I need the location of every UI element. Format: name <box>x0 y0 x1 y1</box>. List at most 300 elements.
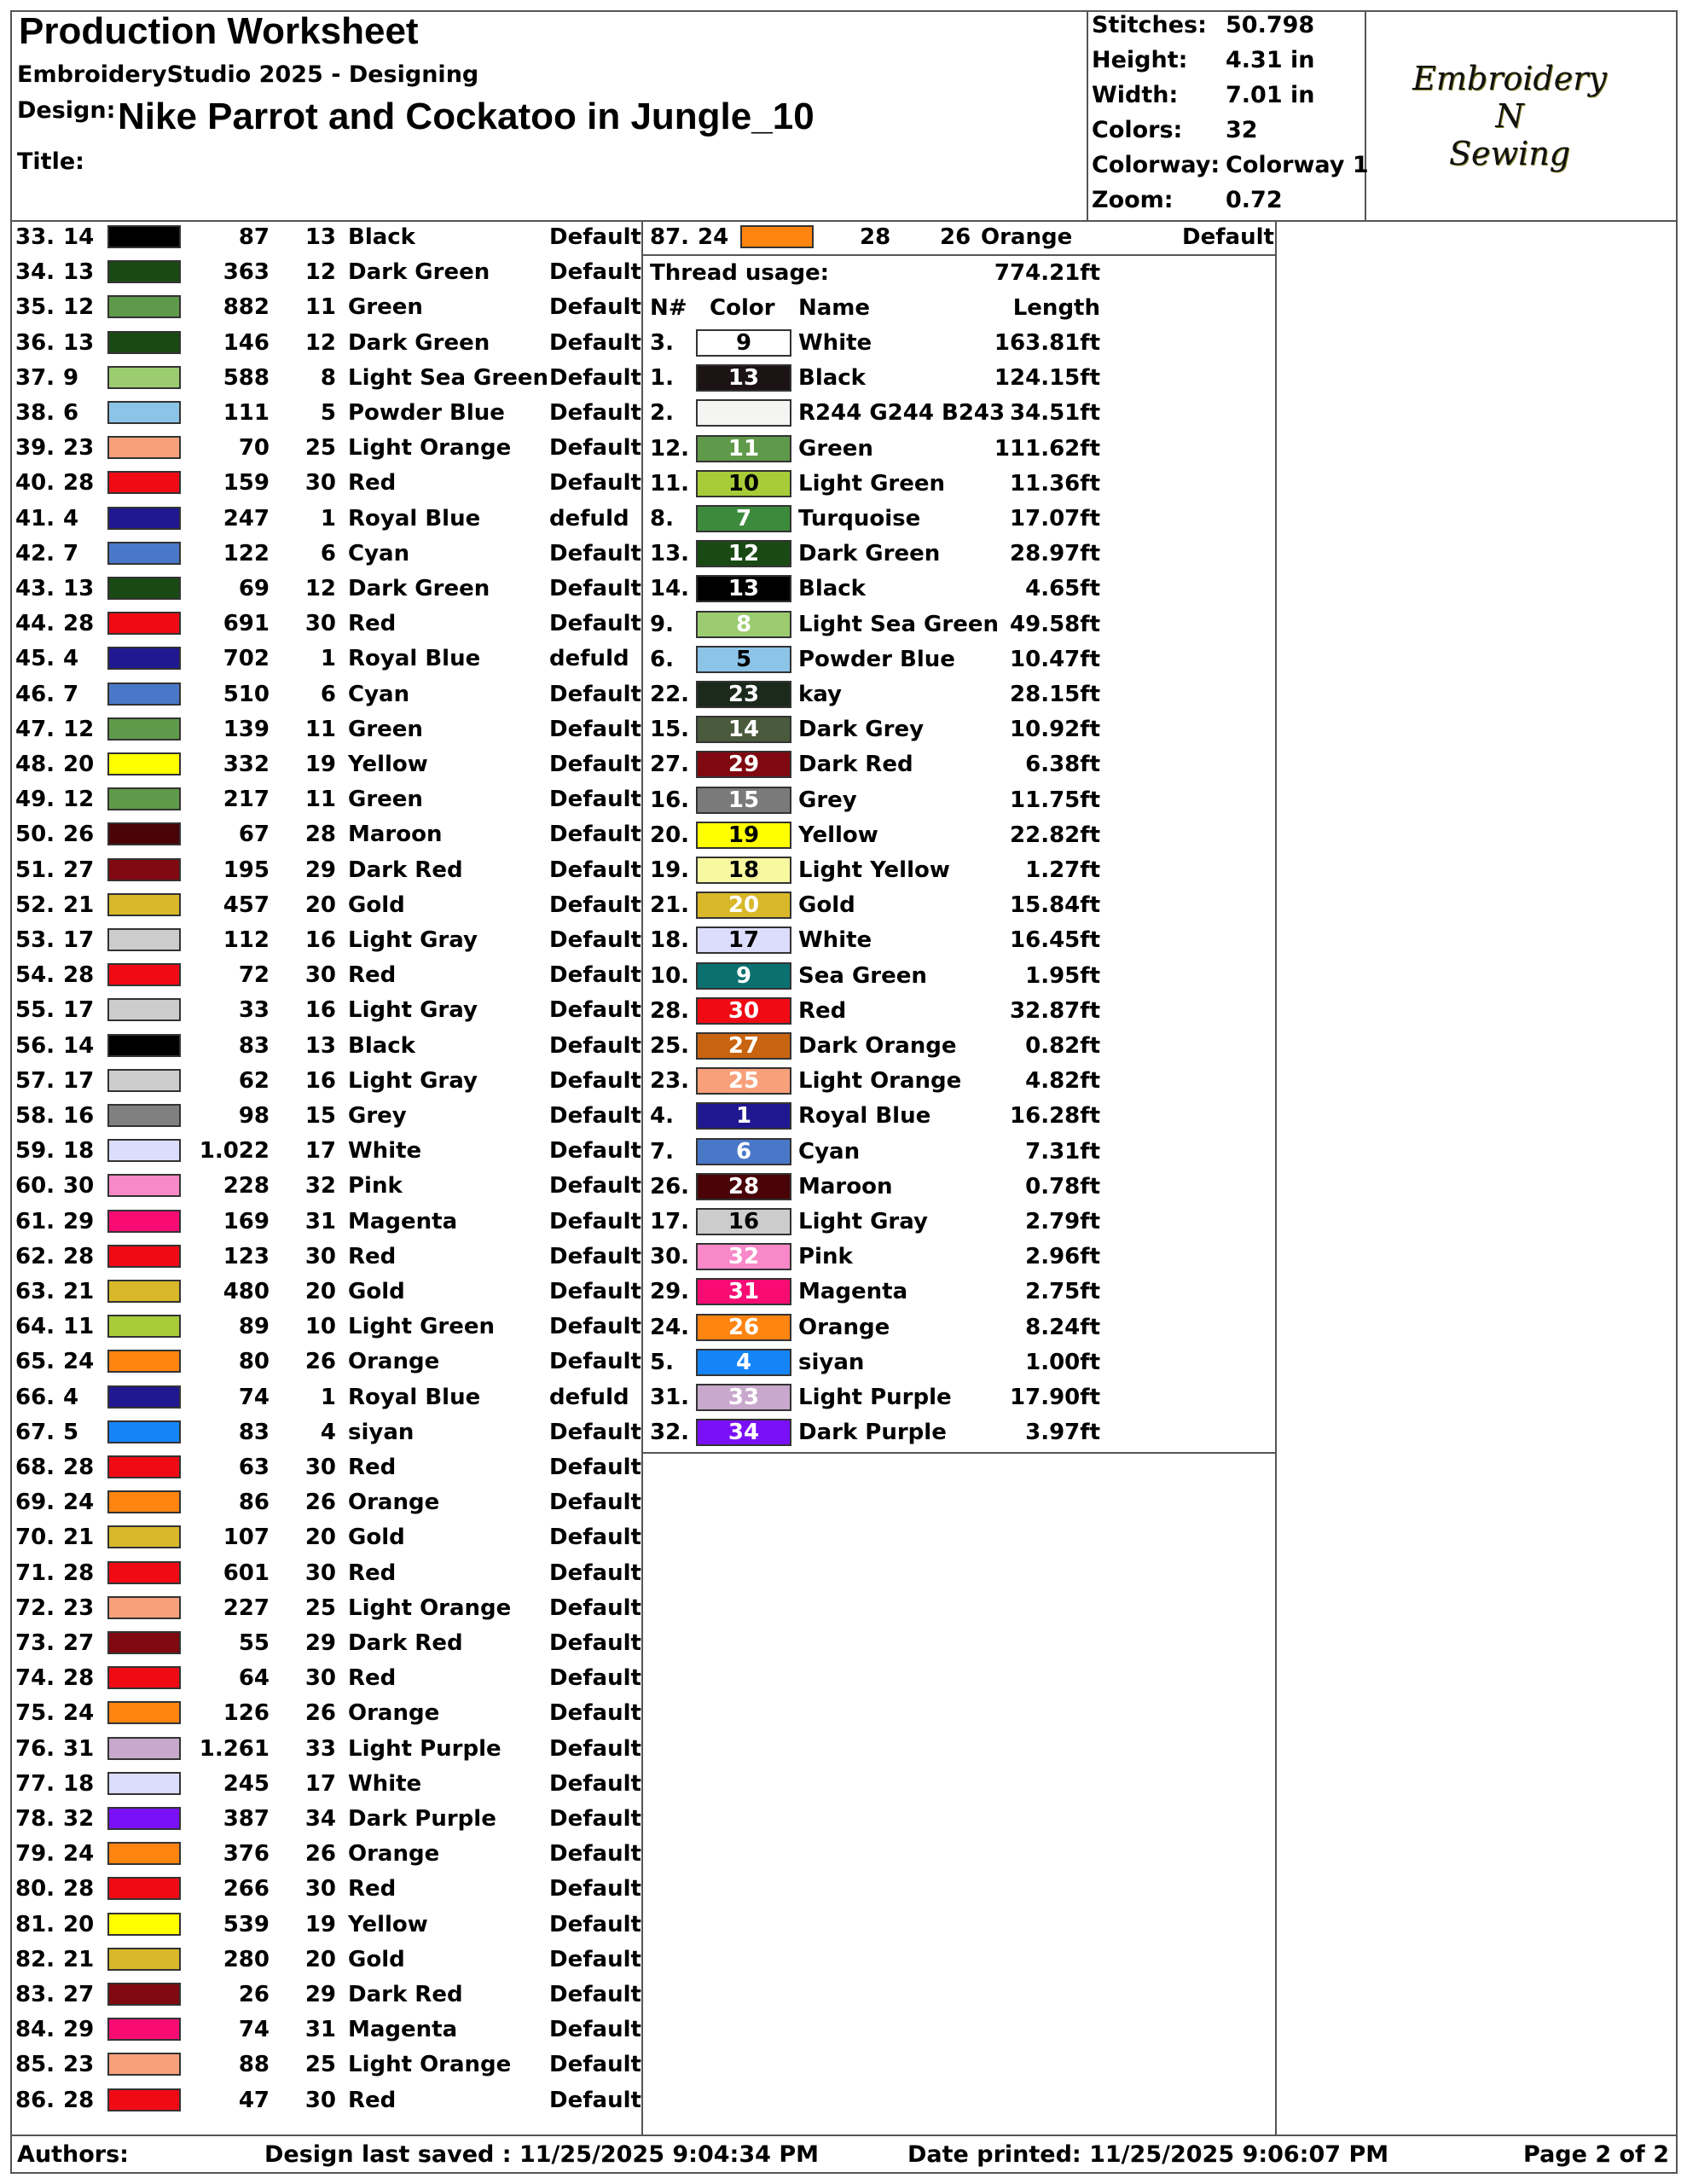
thread-name: Black <box>798 576 866 602</box>
thread-usage-row <box>646 1310 1273 1345</box>
stop-color-number: 28 <box>304 822 336 848</box>
thread-name: Turquoise <box>798 506 921 531</box>
stat-label: Height: <box>1092 47 1188 73</box>
stop-color-number: 30 <box>304 962 336 989</box>
thread-number: 22. <box>650 682 690 707</box>
stop-note: Default <box>549 1525 641 1551</box>
color-swatch <box>107 1666 181 1689</box>
thread-usage-row <box>646 677 1273 712</box>
thread-length: 1.27ft <box>1025 857 1100 883</box>
thread-number: 23. <box>650 1068 690 1095</box>
stop-stitches: 1.261 <box>199 1735 270 1762</box>
stop-code: 28 <box>63 470 95 497</box>
stop-note: Default <box>549 1173 641 1199</box>
stop-note: Default <box>549 224 641 250</box>
stop-stitches: 510 <box>223 681 270 707</box>
color-stop-row <box>12 853 640 887</box>
thread-usage-row <box>646 361 1273 395</box>
stop-stitches: 332 <box>223 752 270 777</box>
color-swatch <box>107 1245 181 1268</box>
thread-length: 2.75ft <box>1025 1279 1100 1305</box>
stop-stitches: 882 <box>223 294 270 321</box>
stat-value: 0.72 <box>1226 187 1283 213</box>
stop-color-number: 31 <box>304 2017 336 2043</box>
stop-color-name: Green <box>348 787 423 813</box>
stop-stitches: 1.022 <box>199 1138 270 1165</box>
thread-length: 2.79ft <box>1025 1209 1100 1234</box>
stop-number: 76. <box>15 1735 55 1762</box>
stop-color-name: Dark Green <box>348 576 490 601</box>
thread-length: 0.82ft <box>1025 1033 1100 1059</box>
stop-color-number: 19 <box>304 752 336 777</box>
color-stop-row <box>12 1064 640 1098</box>
stop-code: 24 <box>63 1841 95 1867</box>
color-stop-row <box>12 431 640 465</box>
thread-length: 111.62ft <box>994 435 1100 462</box>
stop-color-name: Grey <box>348 1103 407 1129</box>
color-swatch <box>107 1420 181 1443</box>
stop-number: 71. <box>15 1560 55 1586</box>
stop-color-name: Magenta <box>348 2017 458 2043</box>
thread-number: 7. <box>650 1138 674 1165</box>
color-swatch <box>107 1139 181 1162</box>
stop-note: defuld <box>549 646 629 672</box>
stop-number: 72. <box>15 1594 55 1621</box>
color-swatch <box>107 1280 181 1303</box>
design-name: Nike Parrot and Cockatoo in Jungle_10 <box>118 96 815 137</box>
stat-label: Stitches: <box>1092 12 1207 38</box>
thread-color-swatch: 8 <box>696 611 791 638</box>
color-stop-row <box>12 993 640 1027</box>
color-swatch <box>107 260 181 283</box>
stop-color-number: 30 <box>304 1243 336 1269</box>
color-stop-row <box>12 1696 640 1730</box>
stat-value: 7.01 in <box>1226 82 1315 108</box>
stop-number: 63. <box>15 1279 55 1304</box>
stop-color-name: Light Purple <box>348 1735 501 1762</box>
stop-note: Default <box>1182 224 1274 250</box>
stop-color-name: Red <box>348 1560 397 1586</box>
stop-stitches: 376 <box>223 1841 270 1867</box>
thread-name: Black <box>798 365 866 392</box>
stop-stitches: 67 <box>238 822 270 848</box>
thread-color-swatch <box>696 399 791 427</box>
stat-label: Colorway: <box>1092 152 1220 178</box>
stop-number: 39. <box>15 435 55 462</box>
color-stop-row <box>12 1978 640 2012</box>
stop-color-number: 12 <box>304 259 336 286</box>
stop-number: 47. <box>15 716 55 742</box>
thread-name: White <box>798 330 872 356</box>
stop-number: 51. <box>15 857 55 883</box>
color-swatch <box>107 577 181 600</box>
stop-number: 48. <box>15 752 55 777</box>
color-swatch <box>107 1877 181 1900</box>
thread-length: 11.75ft <box>1010 787 1100 813</box>
stop-color-number: 29 <box>304 857 336 883</box>
thread-name: Dark Orange <box>798 1033 957 1059</box>
thread-number: 8. <box>650 506 674 531</box>
stop-code: 13 <box>63 576 95 601</box>
thread-length: 163.81ft <box>994 330 1100 356</box>
color-swatch <box>107 1596 181 1619</box>
thread-number: 14. <box>650 576 690 602</box>
thread-length: 28.97ft <box>1010 541 1100 567</box>
color-swatch <box>107 366 181 389</box>
date-printed: Date printed: 11/25/2025 9:06:07 PM <box>907 2141 1389 2168</box>
thread-name: kay <box>798 682 842 707</box>
footer-top-rule <box>10 2135 1678 2136</box>
stop-color-name: Red <box>348 611 397 637</box>
thread-name: R244 G244 B243 <box>798 400 1006 427</box>
stop-number: 80. <box>15 1876 55 1902</box>
stop-code: 4 <box>63 646 79 672</box>
col-header-n: N# <box>650 295 687 321</box>
thread-usage-row <box>646 1415 1273 1449</box>
stop-code: 18 <box>63 1138 95 1165</box>
stop-stitches: 480 <box>223 1279 270 1304</box>
stop-color-name: Dark Green <box>348 259 490 286</box>
stop-stitches: 539 <box>223 1911 270 1937</box>
stop-color-name: Dark Green <box>348 329 490 356</box>
thread-number: 25. <box>650 1033 690 1059</box>
stop-note: Default <box>549 1455 641 1480</box>
color-swatch <box>107 401 181 424</box>
stop-color-number: 32 <box>304 1173 336 1199</box>
stop-number: 53. <box>15 927 55 953</box>
stop-color-name: Yellow <box>348 752 428 777</box>
thread-name: Magenta <box>798 1279 908 1305</box>
stop-stitches: 245 <box>223 1770 270 1797</box>
color-swatch <box>107 1631 181 1654</box>
stop-note: Default <box>549 1770 641 1797</box>
color-swatch <box>107 1034 181 1057</box>
stop-number: 56. <box>15 1032 55 1059</box>
color-stop-row <box>12 1802 640 1836</box>
thread-length: 17.07ft <box>1010 506 1100 531</box>
stop-color-number: 1 <box>320 646 336 672</box>
stop-stitches: 28 <box>860 224 891 250</box>
thread-name: Dark Grey <box>798 717 925 743</box>
thread-name: Light Yellow <box>798 857 950 883</box>
stop-number: 41. <box>15 505 55 531</box>
stop-color-name: Light Orange <box>348 2052 512 2078</box>
stop-stitches: 62 <box>238 1067 270 1094</box>
stop-stitches: 87 <box>238 224 270 250</box>
thread-usage-row <box>646 1240 1273 1274</box>
thread-number: 16. <box>650 787 690 813</box>
stop-number: 67. <box>15 1419 55 1445</box>
thread-number: 15. <box>650 717 690 743</box>
stop-color-name: White <box>348 1138 422 1165</box>
stop-color-name: Light Sea Green <box>348 364 548 391</box>
color-swatch <box>107 507 181 530</box>
thread-color-swatch: 28 <box>696 1173 791 1200</box>
stat-label: Zoom: <box>1092 187 1174 213</box>
stop-color-number: 30 <box>304 1560 336 1586</box>
thread-usage-row <box>646 1029 1273 1063</box>
color-stop-row <box>12 1275 640 1309</box>
stop-number: 57. <box>15 1067 55 1094</box>
thread-color-swatch: 33 <box>696 1384 791 1411</box>
stop-color-number: 11 <box>304 787 336 813</box>
stop-number: 59. <box>15 1138 55 1165</box>
stop-stitches: 227 <box>223 1594 270 1621</box>
thread-usage-row <box>646 1064 1273 1098</box>
stop-note: Default <box>549 1876 641 1902</box>
stop-note: Default <box>549 470 641 497</box>
stop-color-number: 30 <box>304 611 336 637</box>
stop-stitches: 691 <box>223 611 270 637</box>
stop-number: 82. <box>15 1946 55 1972</box>
stop-code: 28 <box>63 1455 95 1480</box>
color-stop-row <box>12 1661 640 1695</box>
stop-number: 35. <box>15 294 55 321</box>
stop-color-number: 17 <box>304 1770 336 1797</box>
stop-number: 36. <box>15 329 55 356</box>
color-stop-row <box>12 782 640 816</box>
stop-number: 58. <box>15 1103 55 1129</box>
stop-color-number: 13 <box>304 224 336 250</box>
thread-number: 9. <box>650 611 674 637</box>
stop-color-name: Orange <box>348 1349 440 1375</box>
color-stop-row <box>12 1134 640 1168</box>
color-stop-row <box>12 1908 640 1942</box>
thread-number: 6. <box>650 646 674 672</box>
thread-length: 1.00ft <box>1025 1349 1100 1375</box>
thread-number: 18. <box>650 927 690 954</box>
color-swatch <box>107 331 181 354</box>
stop-note: defuld <box>549 505 629 531</box>
stop-color-name: Dark Red <box>348 1630 463 1656</box>
color-swatch <box>107 1315 181 1338</box>
color-swatch <box>107 963 181 986</box>
color-stop-row <box>12 1205 640 1239</box>
thread-length: 10.92ft <box>1010 717 1100 743</box>
thread-number: 27. <box>650 752 690 778</box>
thread-usage-row <box>646 607 1273 642</box>
stop-number: 84. <box>15 2017 55 2043</box>
title-label: Title: <box>17 148 84 175</box>
stop-number: 75. <box>15 1700 55 1727</box>
color-stop-row <box>12 1591 640 1625</box>
stop-note: Default <box>549 1103 641 1129</box>
stop-note: Default <box>549 1594 641 1621</box>
design-label: Design: <box>17 97 116 124</box>
stat-value: 4.31 in <box>1226 47 1315 73</box>
color-swatch <box>107 1069 181 1092</box>
stop-color-name: Dark Red <box>348 1982 463 2007</box>
thread-name: Red <box>798 997 847 1024</box>
stop-color-name: Light Gray <box>348 927 478 953</box>
thread-number: 29. <box>650 1279 690 1305</box>
thread-color-swatch: 30 <box>696 997 791 1025</box>
stop-color-name: Red <box>348 1243 397 1269</box>
stop-number: 45. <box>15 646 55 672</box>
stop-note: Default <box>549 1560 641 1586</box>
color-swatch <box>107 822 181 845</box>
thread-usage-row <box>646 326 1273 360</box>
thread-number: 13. <box>650 541 690 567</box>
thread-usage-row <box>646 1205 1273 1239</box>
color-swatch <box>107 1913 181 1936</box>
color-stop-row <box>12 290 640 324</box>
stop-number: 61. <box>15 1208 55 1234</box>
stop-color-number: 16 <box>304 1067 336 1094</box>
stop-code: 12 <box>63 787 95 813</box>
thread-color-swatch: 4 <box>696 1349 791 1376</box>
color-stop-row <box>12 2083 640 2117</box>
stop-stitches: 122 <box>223 540 270 566</box>
stop-color-name: Red <box>348 1876 397 1902</box>
stop-stitches: 83 <box>238 1419 270 1445</box>
thread-name: Light Gray <box>798 1209 928 1234</box>
stop-code: 18 <box>63 1770 95 1797</box>
stop-number: 79. <box>15 1841 55 1867</box>
thread-name: siyan <box>798 1349 865 1375</box>
stop-code: 4 <box>63 1384 79 1410</box>
color-swatch <box>107 1983 181 2006</box>
stop-note: Default <box>549 294 641 321</box>
stop-number: 70. <box>15 1525 55 1551</box>
thread-length: 16.28ft <box>1010 1103 1100 1130</box>
stop-code: 24 <box>63 1700 95 1727</box>
stop-stitches: 70 <box>238 435 270 462</box>
stop-stitches: 159 <box>223 470 270 497</box>
stop-code: 17 <box>63 927 95 953</box>
color-swatch <box>107 1842 181 1865</box>
stop-note: Default <box>549 1314 641 1340</box>
thread-color-swatch: 12 <box>696 540 791 567</box>
stat-label: Colors: <box>1092 117 1183 143</box>
stop-stitches: 146 <box>223 329 270 356</box>
stop-number: 54. <box>15 962 55 989</box>
stop-color-name: Gold <box>348 1279 405 1304</box>
thread-name: Dark Purple <box>798 1420 947 1446</box>
stop-code: 23 <box>63 2052 95 2078</box>
thread-name: Light Purple <box>798 1385 952 1410</box>
color-swatch <box>107 2053 181 2076</box>
thread-usage-row <box>646 1380 1273 1414</box>
stop-color-name: Maroon <box>348 822 443 848</box>
col-header-length: Length <box>1012 295 1100 321</box>
color-stop-row <box>12 1415 640 1449</box>
header-divider-stats <box>1087 10 1088 222</box>
stop-note: Default <box>549 1841 641 1867</box>
thread-color-swatch: 23 <box>696 681 791 708</box>
thread-number: 32. <box>650 1420 690 1446</box>
thread-color-swatch: 11 <box>696 435 791 462</box>
stop-color-number: 25 <box>304 2052 336 2078</box>
authors-label: Authors: <box>17 2141 129 2168</box>
col-header-color: Color <box>710 295 775 321</box>
stop-stitches: 107 <box>223 1525 270 1551</box>
color-swatch <box>107 1104 181 1127</box>
stop-color-number: 10 <box>304 1314 336 1340</box>
stop-color-name: Black <box>348 1032 415 1059</box>
thread-number: 19. <box>650 857 690 883</box>
thread-name: Maroon <box>798 1173 893 1199</box>
stop-note: Default <box>549 1700 641 1727</box>
color-swatch <box>107 717 181 741</box>
thread-length: 2.96ft <box>1025 1244 1100 1270</box>
thread-usage-row <box>646 537 1273 571</box>
stat-value: Colorway 1 <box>1226 152 1369 178</box>
thread-name: Light Green <box>798 470 946 497</box>
thread-name: Orange <box>798 1314 890 1340</box>
stop-note: Default <box>549 1279 641 1304</box>
stop-note: Default <box>549 1911 641 1937</box>
stop-code: 27 <box>63 1630 95 1656</box>
color-stop-row <box>12 1310 640 1344</box>
thread-color-swatch: 25 <box>696 1067 791 1095</box>
stop-note: Default <box>549 1067 641 1094</box>
stop-stitches: 80 <box>238 1349 270 1375</box>
thread-usage-label: Thread usage: <box>650 260 830 286</box>
stop-code: 21 <box>63 1525 95 1551</box>
thread-name: Royal Blue <box>798 1103 931 1130</box>
color-swatch <box>107 1948 181 1971</box>
stop-note: Default <box>549 1665 641 1692</box>
stop-note: Default <box>549 400 641 426</box>
stop-stitches: 195 <box>223 857 270 883</box>
stop-color-number: 26 <box>304 1349 336 1375</box>
thread-color-swatch: 9 <box>696 329 791 357</box>
stop-color-name: Red <box>348 470 397 497</box>
color-stop-row <box>12 1943 640 1977</box>
stop-number: 52. <box>15 892 55 918</box>
color-stop-row <box>12 677 640 712</box>
color-stop-row <box>12 747 640 781</box>
color-swatch <box>107 647 181 670</box>
thread-length: 7.31ft <box>1025 1138 1100 1165</box>
color-stop-row <box>12 2048 640 2082</box>
stop-color-name: White <box>348 1770 422 1797</box>
software-name: EmbroideryStudio 2025 - Designing <box>17 61 479 88</box>
thread-usage-row <box>646 467 1273 501</box>
stop-color-number: 26 <box>940 224 971 250</box>
thread-usage-row <box>646 1170 1273 1204</box>
stop-color-number: 30 <box>304 1665 336 1692</box>
stop-note: Default <box>549 2087 641 2113</box>
thread-usage-row <box>646 432 1273 466</box>
stop-stitches: 280 <box>223 1946 270 1972</box>
stop-number: 81. <box>15 1911 55 1937</box>
thread-usage-row <box>646 1099 1273 1133</box>
color-swatch <box>107 787 181 810</box>
thread-color-swatch: 19 <box>696 822 791 849</box>
thread-color-swatch: 17 <box>696 926 791 954</box>
thread-color-swatch: 13 <box>696 364 791 392</box>
stop-stitches: 47 <box>238 2087 270 2113</box>
thread-number: 4. <box>650 1103 674 1130</box>
stop-number: 46. <box>15 681 55 707</box>
stop-color-number: 20 <box>304 1525 336 1551</box>
stop-color-number: 12 <box>304 329 336 356</box>
thread-number: 31. <box>650 1385 690 1410</box>
color-stop-row <box>12 1029 640 1063</box>
stop-note: Default <box>549 329 641 356</box>
stop-note: Default <box>549 611 641 637</box>
stop-stitches: 601 <box>223 1560 270 1586</box>
color-swatch <box>740 225 814 248</box>
stop-color-number: 25 <box>304 435 336 462</box>
stop-color-name: Yellow <box>348 1911 428 1937</box>
stop-code: 12 <box>63 294 95 321</box>
color-stop-row <box>12 958 640 992</box>
thread-color-swatch: 31 <box>696 1278 791 1305</box>
stop-color-number: 13 <box>304 1032 336 1059</box>
